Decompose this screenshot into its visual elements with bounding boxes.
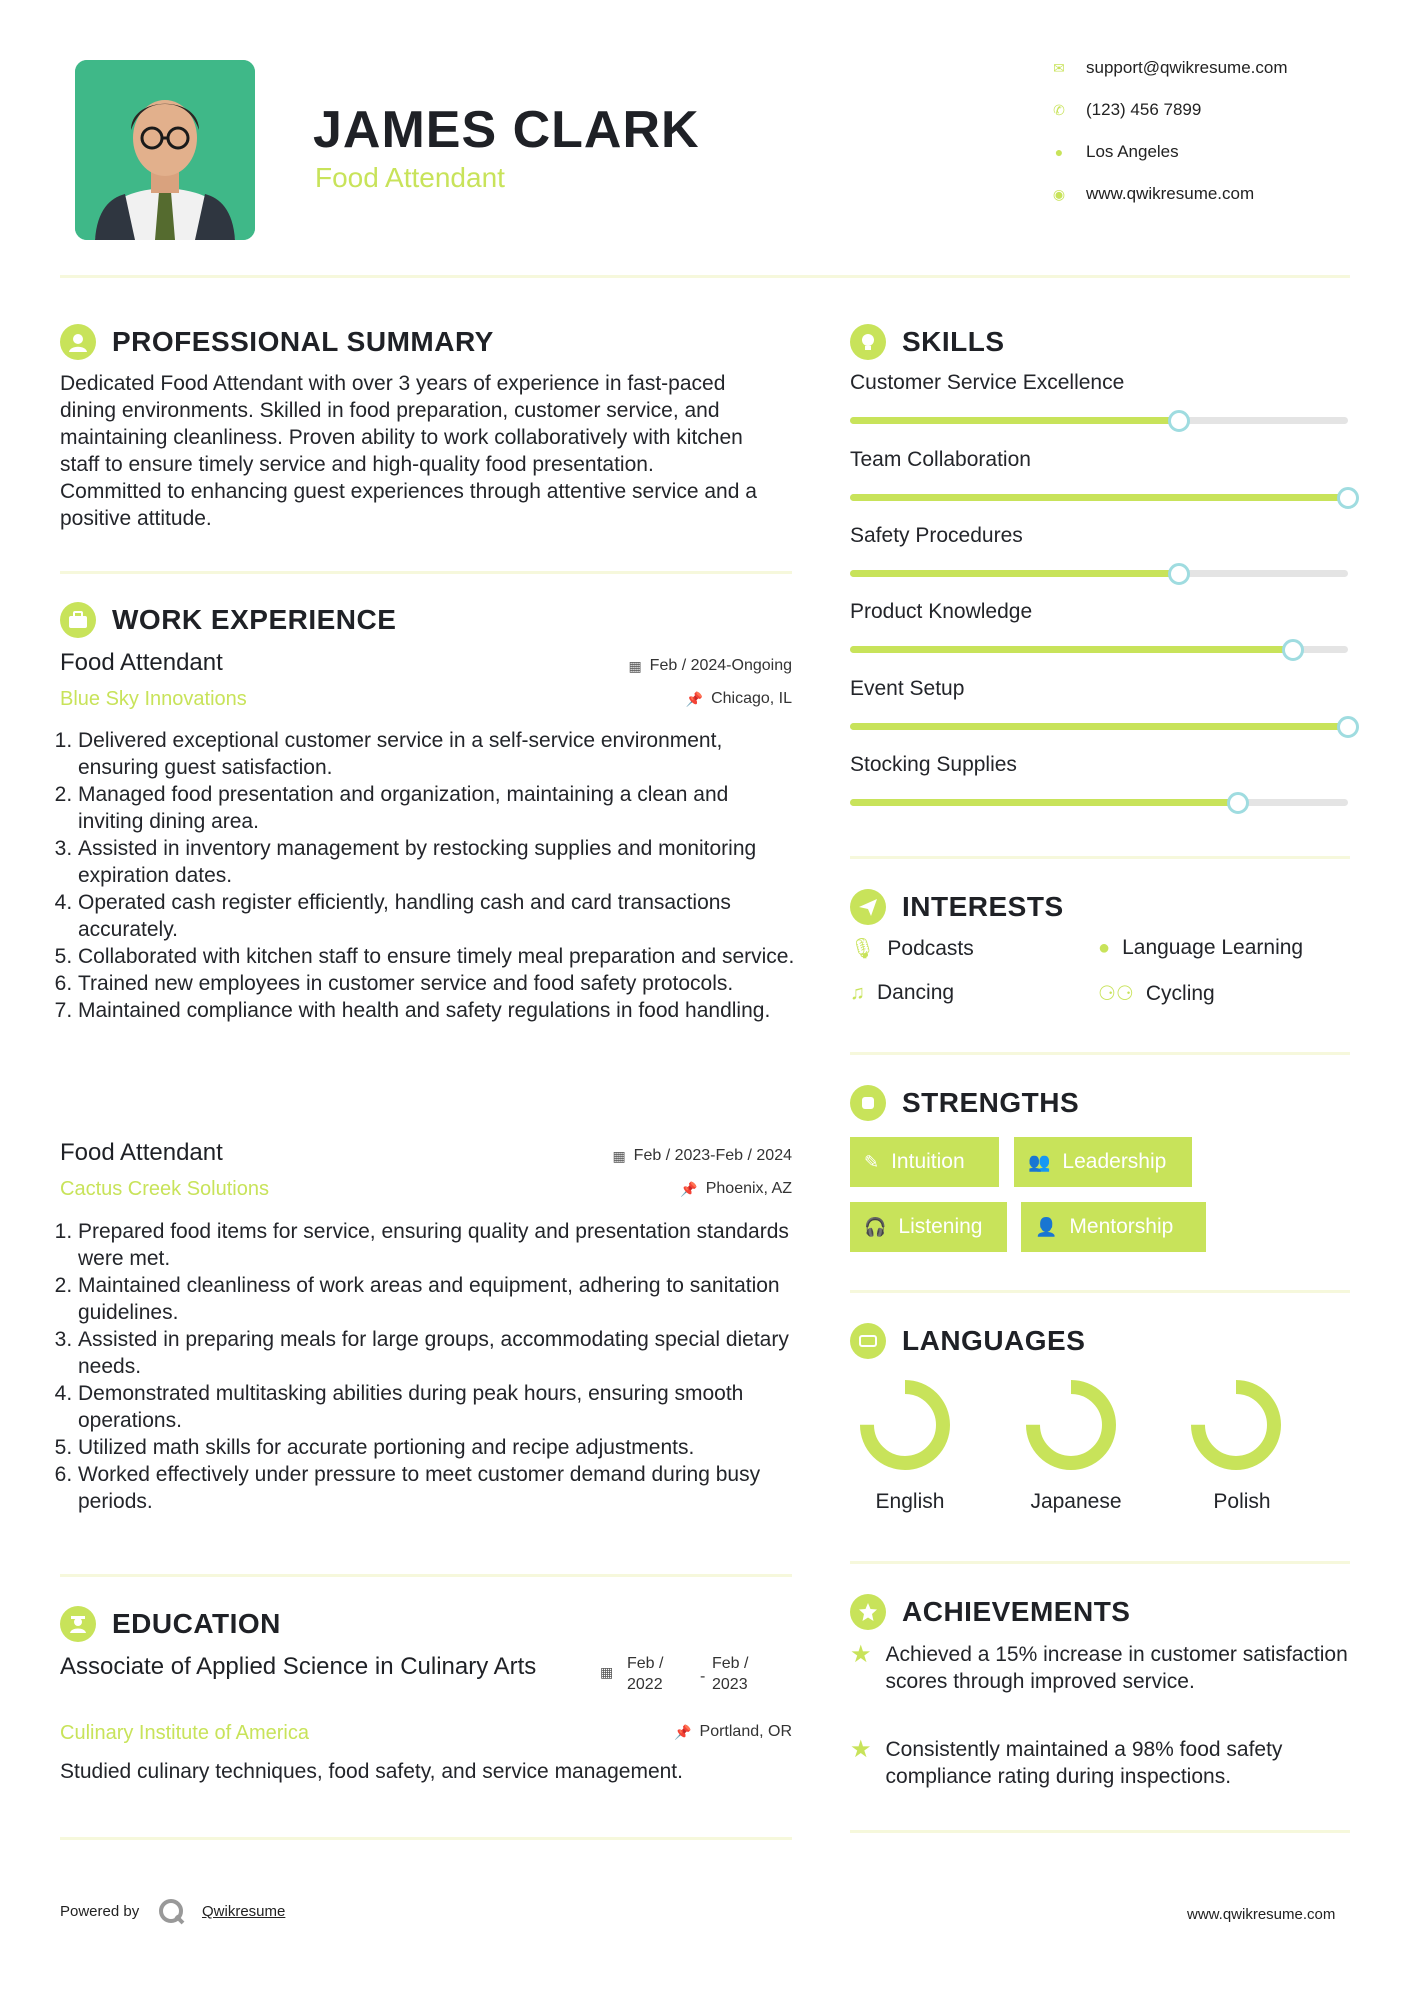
contact-phone[interactable] [1050,100,1201,120]
strengths-title: STRENGTHS [902,1087,1080,1118]
skill-bar-fill [850,570,1179,577]
list-item: 1. Prepared food items for service, ensuring quality and presentation standards were met. [78,1218,808,1272]
interests-title: INTERESTS [902,891,1064,922]
summary-heading [60,324,494,360]
skills-title: SKILLS [902,326,1005,357]
job-2-company: Cactus Creek Solutions [60,1178,269,1200]
mail-icon: ✉ [1053,59,1065,76]
qwikresume-link[interactable]: Qwikresume [202,1903,286,1920]
strength-chip [850,1202,1007,1252]
job-2-dates [520,1147,792,1165]
achievements-title: ACHIEVEMENTS [902,1596,1131,1627]
powered-by-label: Powered by [60,1903,140,1920]
languages-title: LANGUAGES [902,1325,1086,1356]
profile-photo [75,60,255,240]
summary-title: PROFESSIONAL SUMMARY [112,326,494,357]
list-item: 4. Operated cash register efficiently, handling cash and card transactions accurately. [78,889,798,943]
language-label: English [875,1490,945,1513]
graduation-icon [60,1606,96,1642]
date-separator: - [700,1668,706,1685]
user-icon [60,324,96,360]
job-1-location [520,690,792,708]
experience-divider [60,1574,792,1577]
skill-bar-knob [1337,487,1359,509]
strength-chip [1014,1137,1192,1187]
skill-bar-knob [1168,410,1190,432]
strength-label: Leadership [1062,1150,1167,1173]
skill-bar [850,570,1348,577]
experience-heading [60,602,396,638]
education-location [520,1723,792,1741]
skill-bar-knob [1168,563,1190,585]
interest-item [1098,936,1303,960]
strength-chip [850,1137,999,1187]
group-icon: 👥 [1028,1151,1051,1172]
skill-bar [850,723,1348,730]
interest-item [850,936,974,961]
education-location-text: Portland, OR [699,1723,792,1740]
job-2-dates-text: Feb / 2023-Feb / 2024 [633,1147,792,1164]
star-icon: ★ [850,1641,872,1668]
skill-bar-fill [850,646,1293,653]
languages-heading [850,1323,1085,1359]
star-badge-icon [850,1594,886,1630]
list-item: 3. Assisted in inventory management by restocking supplies and monitoring expiration dates. [78,835,798,889]
pin-icon: 📌 [685,690,704,707]
skill-bar-fill [850,799,1238,806]
languages-divider [850,1561,1350,1564]
phone-icon: ✆ [1053,101,1065,118]
list-item: 6. Worked effectively under pressure to meet customer demand during busy periods. [78,1461,808,1515]
contact-phone-text: (123) 456 7899 [1086,100,1202,119]
interest-label: Dancing [877,981,955,1004]
candidate-name: JAMES CLARK [313,101,700,159]
achievement-text: Achieved a 15% increase in customer satisfaction scores through improved service. [885,1643,1348,1693]
calendar-icon: ▦ [628,657,642,674]
pin-icon: 📌 [674,1723,692,1740]
skill-bar [850,494,1348,501]
achievement-text: Consistently maintained a 98% food safety compliance rating during inspections. [885,1738,1283,1788]
education-end: Feb / 2023 [712,1655,749,1693]
interest-item [850,981,954,1005]
education-title: EDUCATION [112,1608,281,1639]
interests-divider [850,1052,1350,1055]
language-label: Polish [1213,1490,1271,1513]
education-divider [60,1837,792,1840]
skill-bar-fill [850,417,1179,424]
pin-icon: 📌 [680,1180,698,1197]
skill-bar [850,799,1348,806]
skill-name: Team Collaboration [850,448,1031,471]
skill-name: Customer Service Excellence [850,371,1125,394]
achievement-item [850,1641,1350,1695]
translate-icon [850,1323,886,1359]
experience-title: WORK EXPERIENCE [112,604,397,635]
skill-bar-fill [850,494,1348,501]
headphones-icon: 🎧 [864,1216,887,1237]
contact-location-text: Los Angeles [1086,142,1179,161]
skill-bar-knob [1337,716,1359,738]
microphone-icon: 🎙 [850,938,876,960]
job-1-dates [520,657,792,675]
header-divider [60,275,1350,278]
list-item: 5. Utilized math skills for accurate portioning and recipe adjustments. [78,1434,808,1461]
education-degree: Associate of Applied Science in Culinary Arts [60,1653,537,1680]
globe-icon: ● [1098,936,1111,959]
language-label: Japanese [1030,1490,1122,1513]
skill-bar-knob [1282,639,1304,661]
interest-label: Podcasts [887,936,974,960]
skill-name: Product Knowledge [850,600,1033,623]
fist-icon [850,1085,886,1121]
skills-heading [850,324,1005,360]
skill-bar-knob [1227,792,1249,814]
skill-name: Stocking Supplies [850,753,1017,776]
qwikresume-logo-icon [158,1898,186,1931]
job-1-title: Food Attendant [60,649,223,676]
calendar-icon: ▦ [600,1664,614,1680]
achievement-item [850,1736,1350,1790]
list-item: 5. Collaborated with kitchen staff to ensure timely meal preparation and service. [78,943,798,970]
skill-name: Safety Procedures [850,524,1023,547]
lightbulb-icon [850,324,886,360]
contact-email[interactable] [1050,58,1288,78]
strength-label: Intuition [891,1150,965,1173]
job-1-dates-text: Feb / 2024-Ongoing [649,657,792,674]
interests-heading [850,889,1064,925]
footer-url[interactable]: www.qwikresume.com [1187,1906,1336,1923]
contact-email-text: support@qwikresume.com [1086,58,1288,77]
skill-name: Event Setup [850,677,965,700]
globe-icon: ◉ [1052,185,1066,202]
job-1-bullets [60,727,798,1024]
star-icon: ★ [850,1736,872,1763]
education-heading [60,1606,281,1642]
strengths-divider [850,1290,1350,1293]
education-description: Studied culinary techniques, food safety, and service management. [60,1760,683,1783]
skill-bar-fill [850,723,1348,730]
job-1-location-text: Chicago, IL [711,690,792,707]
job-1-company: Blue Sky Innovations [60,688,247,710]
language-gauge [1021,1375,1121,1475]
contact-website[interactable] [1050,184,1254,204]
strength-label: Mentorship [1069,1215,1174,1238]
location-pin-icon: ● [1054,144,1064,160]
list-item: 2. Managed food presentation and organization, maintaining a clean and inviting dining area. [78,781,798,835]
achievements-heading [850,1594,1130,1630]
job-2-location-text: Phoenix, AZ [705,1180,792,1197]
magic-wand-icon: ✎ [864,1151,880,1172]
paper-plane-icon [850,889,886,925]
briefcase-icon [60,602,96,638]
list-item: 1. Delivered exceptional customer service in a self-service environment, ensuring guest satisfaction. [78,727,798,781]
language-gauge [1186,1375,1286,1475]
list-item: 7. Maintained compliance with health and safety regulations in food handling. [78,997,798,1024]
strength-label: Listening [898,1215,983,1238]
education-school: Culinary Institute of America [60,1722,309,1744]
education-start: Feb / 2022 [627,1655,664,1693]
contact-website-text: www.qwikresume.com [1086,184,1255,203]
summary-divider [60,571,792,574]
job-2-bullets [60,1218,808,1515]
skills-divider [850,856,1350,859]
job-2-location [520,1180,792,1198]
bicycle-icon: ⚆⚆ [1098,983,1134,1005]
interest-label: Cycling [1145,981,1215,1005]
contact-location [1050,142,1179,162]
list-item: 3. Assisted in preparing meals for large groups, accommodating special dietary needs. [78,1326,808,1380]
strength-chip [1021,1202,1206,1252]
user-plus-icon: 👤 [1035,1216,1058,1237]
achievements-divider [850,1830,1350,1833]
list-item: 6. Trained new employees in customer service and food safety protocols. [78,970,798,997]
language-gauge [855,1375,955,1475]
calendar-icon: ▦ [612,1147,626,1164]
strengths-heading [850,1085,1079,1121]
interest-label: Language Learning [1122,936,1304,959]
skill-bar [850,646,1348,653]
music-note-icon: ♫ [850,981,865,1004]
job-2-title: Food Attendant [60,1139,223,1166]
interest-item [1098,981,1215,1006]
summary-text: Dedicated Food Attendant with over 3 years of experience in fast-paced dining environments. Skilled in food preparation, customer service, and maintaining cleanliness. Proven ability to work collaboratively with kitchen staff to ensure timely service and high-quality food presentation. Committed to enhancing guest experiences through attentive service and a positive attitude. [60,372,757,530]
candidate-role: Food Attendant [315,162,505,193]
list-item: 4. Demonstrated multitasking abilities during peak hours, ensuring smooth operations. [78,1380,808,1434]
list-item: 2. Maintained cleanliness of work areas and equipment, adhering to sanitation guidelines. [78,1272,808,1326]
skill-bar [850,417,1348,424]
